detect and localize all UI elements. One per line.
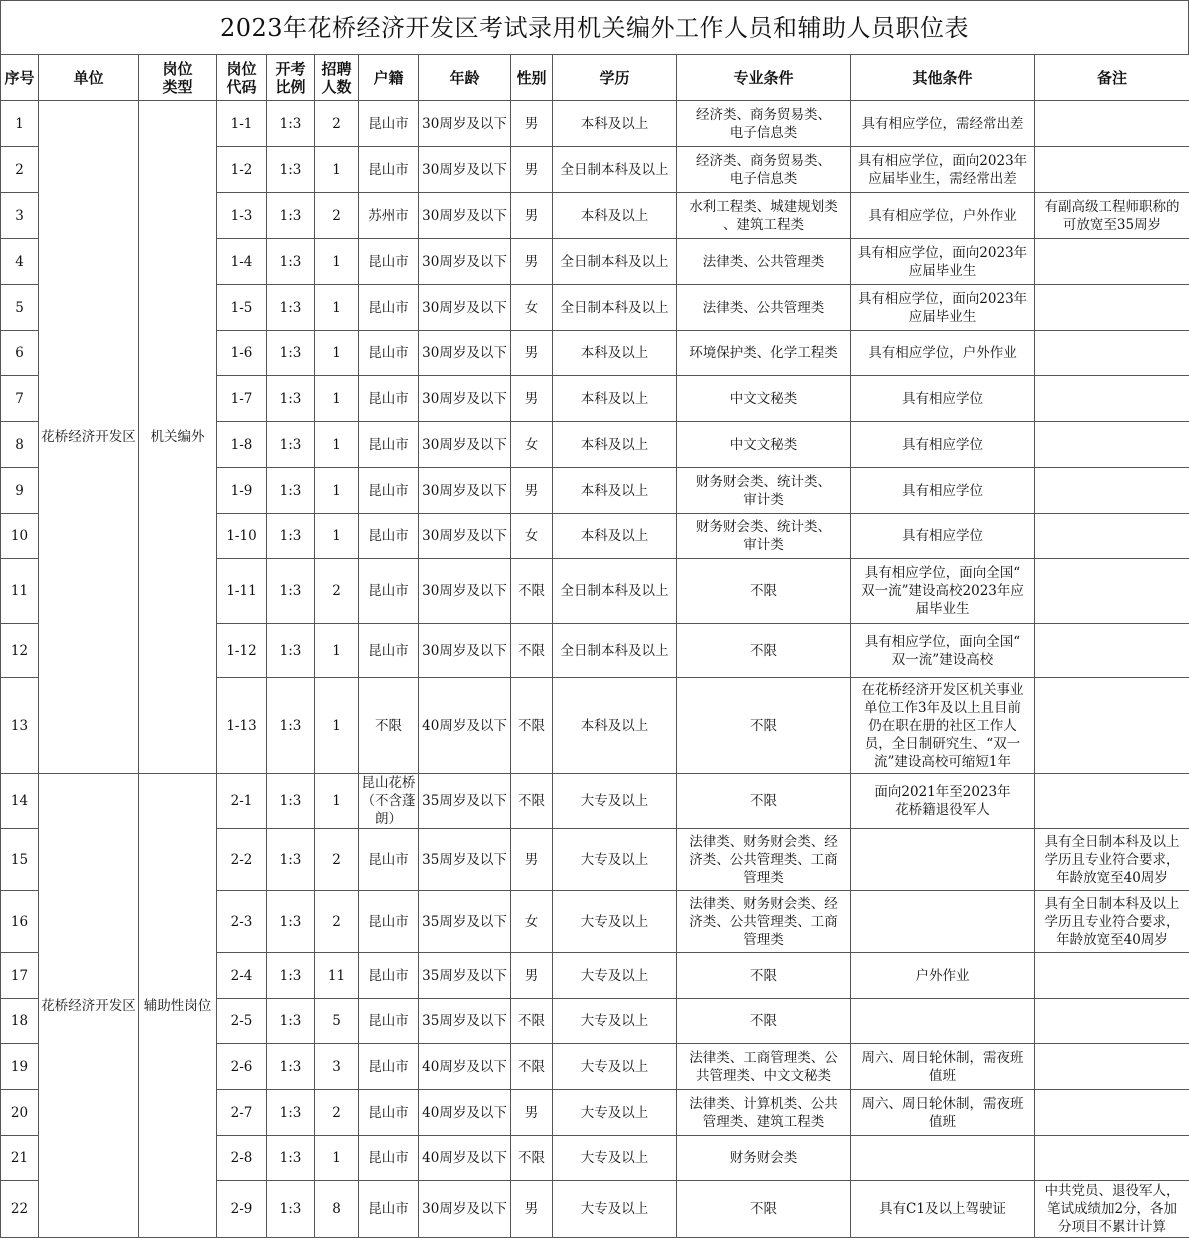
residence: 昆山市 (359, 468, 419, 514)
row-number: 21 (1, 1136, 39, 1181)
gender: 男 (511, 1181, 553, 1238)
exam-ratio: 1:3 (267, 678, 315, 774)
position-code: 1-6 (217, 331, 267, 376)
residence: 昆山市 (359, 285, 419, 331)
other-requirement: 具有C1及以上驾驶证 (851, 1181, 1035, 1238)
education: 全日制本科及以上 (553, 624, 677, 678)
row-number: 16 (1, 891, 39, 953)
exam-ratio: 1:3 (267, 1136, 315, 1181)
gender: 男 (511, 331, 553, 376)
unit-cell: 花桥经济开发区 (39, 774, 139, 1238)
gender: 女 (511, 514, 553, 559)
other-requirement: 周六、周日轮休制，需夜班 值班 (851, 1090, 1035, 1136)
table-body (1, 101, 1189, 1238)
age: 40周岁及以下 (419, 678, 511, 774)
gender: 男 (511, 468, 553, 514)
remarks (1035, 999, 1189, 1044)
major-requirement: 中文文秘类 (677, 376, 851, 422)
exam-ratio: 1:3 (267, 101, 315, 147)
column-header: 户籍 (359, 55, 419, 101)
gender: 男 (511, 829, 553, 891)
gender: 不限 (511, 678, 553, 774)
gender: 女 (511, 285, 553, 331)
age: 40周岁及以下 (419, 1136, 511, 1181)
gender: 女 (511, 891, 553, 953)
age: 30周岁及以下 (419, 285, 511, 331)
exam-ratio: 1:3 (267, 239, 315, 285)
residence: 苏州市 (359, 193, 419, 239)
age: 35周岁及以下 (419, 829, 511, 891)
remarks: 中共党员、退役军人， 笔试成绩加2分，各加 分项目不累计计算 (1035, 1181, 1189, 1238)
hire-count: 11 (315, 953, 359, 999)
gender: 男 (511, 239, 553, 285)
row-number: 18 (1, 999, 39, 1044)
residence: 昆山市 (359, 953, 419, 999)
education: 本科及以上 (553, 514, 677, 559)
major-requirement: 经济类、商务贸易类、 电子信息类 (677, 101, 851, 147)
row-number: 15 (1, 829, 39, 891)
education: 大专及以上 (553, 829, 677, 891)
major-requirement: 中文文秘类 (677, 422, 851, 468)
remarks: 具有全日制本科及以上 学历且专业符合要求， 年龄放宽至40周岁 (1035, 891, 1189, 953)
hire-count: 1 (315, 376, 359, 422)
remarks (1035, 1044, 1189, 1090)
age: 30周岁及以下 (419, 514, 511, 559)
other-requirement: 具有相应学位，面向2023年 应届毕业生 (851, 239, 1035, 285)
position-code: 2-7 (217, 1090, 267, 1136)
residence: 昆山市 (359, 891, 419, 953)
column-header: 专业条件 (677, 55, 851, 101)
row-number: 5 (1, 285, 39, 331)
position-code: 2-1 (217, 774, 267, 829)
hire-count: 3 (315, 1044, 359, 1090)
position-code: 2-4 (217, 953, 267, 999)
position-code: 1-5 (217, 285, 267, 331)
column-header: 学历 (553, 55, 677, 101)
hire-count: 5 (315, 999, 359, 1044)
other-requirement: 具有相应学位 (851, 376, 1035, 422)
row-number: 3 (1, 193, 39, 239)
column-header: 单位 (39, 55, 139, 101)
age: 35周岁及以下 (419, 953, 511, 999)
remarks (1035, 376, 1189, 422)
table-row (1, 774, 1189, 829)
hire-count: 1 (315, 1136, 359, 1181)
gender: 男 (511, 376, 553, 422)
position-code: 2-2 (217, 829, 267, 891)
exam-ratio: 1:3 (267, 1090, 315, 1136)
other-requirement: 具有相应学位 (851, 468, 1035, 514)
hire-count: 8 (315, 1181, 359, 1238)
exam-ratio: 1:3 (267, 999, 315, 1044)
remarks (1035, 559, 1189, 624)
gender: 不限 (511, 774, 553, 829)
residence: 昆山市 (359, 624, 419, 678)
hire-count: 2 (315, 193, 359, 239)
position-code: 1-1 (217, 101, 267, 147)
column-header: 开考 比例 (267, 55, 315, 101)
exam-ratio: 1:3 (267, 829, 315, 891)
remarks (1035, 514, 1189, 559)
remarks: 有副高级工程师职称的 可放宽至35周岁 (1035, 193, 1189, 239)
gender: 女 (511, 422, 553, 468)
remarks (1035, 1136, 1189, 1181)
remarks (1035, 101, 1189, 147)
gender: 男 (511, 147, 553, 193)
other-requirement: 面向2021年至2023年 花桥籍退役军人 (851, 774, 1035, 829)
position-code: 1-7 (217, 376, 267, 422)
row-number: 14 (1, 774, 39, 829)
column-header: 岗位 代码 (217, 55, 267, 101)
position-code: 2-6 (217, 1044, 267, 1090)
other-requirement: 具有相应学位 (851, 422, 1035, 468)
hire-count: 1 (315, 331, 359, 376)
position-code: 1-11 (217, 559, 267, 624)
hire-count: 2 (315, 101, 359, 147)
row-number: 17 (1, 953, 39, 999)
major-requirement: 不限 (677, 678, 851, 774)
major-requirement: 法律类、计算机类、公共 管理类、建筑工程类 (677, 1090, 851, 1136)
education: 大专及以上 (553, 1181, 677, 1238)
hire-count: 1 (315, 514, 359, 559)
residence: 昆山市 (359, 239, 419, 285)
column-header: 其他条件 (851, 55, 1035, 101)
position-code: 1-3 (217, 193, 267, 239)
position-code: 2-8 (217, 1136, 267, 1181)
residence: 昆山市 (359, 1044, 419, 1090)
other-requirement: 具有相应学位，面向2023年 应届毕业生 (851, 285, 1035, 331)
row-number: 20 (1, 1090, 39, 1136)
exam-ratio: 1:3 (267, 514, 315, 559)
column-header: 性别 (511, 55, 553, 101)
education: 本科及以上 (553, 468, 677, 514)
major-requirement: 不限 (677, 999, 851, 1044)
education: 大专及以上 (553, 1136, 677, 1181)
gender: 不限 (511, 559, 553, 624)
major-requirement: 财务财会类、统计类、 审计类 (677, 468, 851, 514)
gender: 男 (511, 953, 553, 999)
remarks (1035, 468, 1189, 514)
major-requirement: 法律类、工商管理类、公 共管理类、中文文秘类 (677, 1044, 851, 1090)
exam-ratio: 1:3 (267, 1181, 315, 1238)
education: 大专及以上 (553, 891, 677, 953)
remarks (1035, 422, 1189, 468)
major-requirement: 法律类、财务财会类、经 济类、公共管理类、工商 管理类 (677, 829, 851, 891)
residence: 昆山市 (359, 1181, 419, 1238)
hire-count: 2 (315, 829, 359, 891)
exam-ratio: 1:3 (267, 559, 315, 624)
position-code: 1-2 (217, 147, 267, 193)
education: 本科及以上 (553, 331, 677, 376)
residence: 不限 (359, 678, 419, 774)
residence: 昆山市 (359, 101, 419, 147)
major-requirement: 环境保护类、化学工程类 (677, 331, 851, 376)
hire-count: 2 (315, 1090, 359, 1136)
position-code: 1-8 (217, 422, 267, 468)
other-requirement: 具有相应学位，户外作业 (851, 331, 1035, 376)
exam-ratio: 1:3 (267, 285, 315, 331)
other-requirement (851, 829, 1035, 891)
other-requirement: 具有相应学位，面向全国“ 双一流”建设高校2023年应 届毕业生 (851, 559, 1035, 624)
row-number: 4 (1, 239, 39, 285)
age: 35周岁及以下 (419, 999, 511, 1044)
other-requirement: 户外作业 (851, 953, 1035, 999)
gender: 不限 (511, 999, 553, 1044)
other-requirement: 周六、周日轮休制，需夜班 值班 (851, 1044, 1035, 1090)
age: 40周岁及以下 (419, 1044, 511, 1090)
major-requirement: 不限 (677, 774, 851, 829)
hire-count: 1 (315, 147, 359, 193)
gender: 不限 (511, 624, 553, 678)
residence: 昆山花桥 （不含蓬 朗） (359, 774, 419, 829)
remarks (1035, 285, 1189, 331)
major-requirement: 水利工程类、城建规划类 、建筑工程类 (677, 193, 851, 239)
education: 本科及以上 (553, 193, 677, 239)
row-number: 1 (1, 101, 39, 147)
exam-ratio: 1:3 (267, 774, 315, 829)
remarks (1035, 624, 1189, 678)
remarks (1035, 953, 1189, 999)
major-requirement: 不限 (677, 1181, 851, 1238)
position-code: 2-3 (217, 891, 267, 953)
hire-count: 2 (315, 559, 359, 624)
residence: 昆山市 (359, 376, 419, 422)
education: 大专及以上 (553, 999, 677, 1044)
gender: 不限 (511, 1044, 553, 1090)
row-number: 7 (1, 376, 39, 422)
other-requirement: 具有相应学位 (851, 514, 1035, 559)
position-type-cell: 机关编外 (139, 101, 217, 774)
hire-count: 1 (315, 624, 359, 678)
row-number: 10 (1, 514, 39, 559)
column-header: 年龄 (419, 55, 511, 101)
column-header: 序号 (1, 55, 39, 101)
residence: 昆山市 (359, 514, 419, 559)
exam-ratio: 1:3 (267, 624, 315, 678)
education: 本科及以上 (553, 101, 677, 147)
other-requirement (851, 999, 1035, 1044)
exam-ratio: 1:3 (267, 953, 315, 999)
residence: 昆山市 (359, 331, 419, 376)
exam-ratio: 1:3 (267, 891, 315, 953)
age: 30周岁及以下 (419, 101, 511, 147)
remarks (1035, 147, 1189, 193)
age: 30周岁及以下 (419, 376, 511, 422)
exam-ratio: 1:3 (267, 468, 315, 514)
residence: 昆山市 (359, 422, 419, 468)
education: 全日制本科及以上 (553, 559, 677, 624)
education: 本科及以上 (553, 422, 677, 468)
remarks (1035, 678, 1189, 774)
age: 40周岁及以下 (419, 1090, 511, 1136)
exam-ratio: 1:3 (267, 193, 315, 239)
major-requirement: 经济类、商务贸易类、 电子信息类 (677, 147, 851, 193)
age: 30周岁及以下 (419, 422, 511, 468)
age: 35周岁及以下 (419, 891, 511, 953)
header-row (1, 55, 1189, 101)
hire-count: 1 (315, 422, 359, 468)
exam-ratio: 1:3 (267, 1044, 315, 1090)
major-requirement: 不限 (677, 559, 851, 624)
hire-count: 1 (315, 774, 359, 829)
major-requirement: 法律类、公共管理类 (677, 239, 851, 285)
row-number: 8 (1, 422, 39, 468)
position-code: 2-5 (217, 999, 267, 1044)
residence: 昆山市 (359, 999, 419, 1044)
exam-ratio: 1:3 (267, 422, 315, 468)
position-code: 1-4 (217, 239, 267, 285)
education: 全日制本科及以上 (553, 239, 677, 285)
other-requirement (851, 891, 1035, 953)
residence: 昆山市 (359, 1090, 419, 1136)
other-requirement: 具有相应学位，面向2023年 应届毕业生，需经常出差 (851, 147, 1035, 193)
page-title: 2023年花桥经济开发区考试录用机关编外工作人员和辅助人员职位表 (0, 0, 1189, 54)
table-row (1, 101, 1189, 147)
education: 大专及以上 (553, 1090, 677, 1136)
age: 30周岁及以下 (419, 193, 511, 239)
age: 30周岁及以下 (419, 468, 511, 514)
row-number: 19 (1, 1044, 39, 1090)
exam-ratio: 1:3 (267, 376, 315, 422)
residence: 昆山市 (359, 829, 419, 891)
hire-count: 1 (315, 468, 359, 514)
position-code: 2-9 (217, 1181, 267, 1238)
education: 大专及以上 (553, 953, 677, 999)
education: 本科及以上 (553, 678, 677, 774)
remarks (1035, 1090, 1189, 1136)
row-number: 6 (1, 331, 39, 376)
other-requirement: 在花桥经济开发区机关事业 单位工作3年及以上且目前 仍在职在册的社区工作人 员，全日制研究生、“双一 流”建设高校可缩短1年 (851, 678, 1035, 774)
remarks (1035, 331, 1189, 376)
exam-ratio: 1:3 (267, 331, 315, 376)
remarks (1035, 774, 1189, 829)
education: 大专及以上 (553, 1044, 677, 1090)
column-header: 招聘 人数 (315, 55, 359, 101)
position-table (0, 54, 1189, 1238)
hire-count: 2 (315, 891, 359, 953)
position-code: 1-10 (217, 514, 267, 559)
age: 30周岁及以下 (419, 331, 511, 376)
age: 30周岁及以下 (419, 239, 511, 285)
residence: 昆山市 (359, 559, 419, 624)
column-header: 岗位 类型 (139, 55, 217, 101)
major-requirement: 法律类、财务财会类、经 济类、公共管理类、工商 管理类 (677, 891, 851, 953)
gender: 男 (511, 193, 553, 239)
education: 大专及以上 (553, 774, 677, 829)
row-number: 13 (1, 678, 39, 774)
other-requirement: 具有相应学位，户外作业 (851, 193, 1035, 239)
age: 30周岁及以下 (419, 147, 511, 193)
position-code: 1-9 (217, 468, 267, 514)
age: 30周岁及以下 (419, 624, 511, 678)
gender: 男 (511, 1090, 553, 1136)
column-header: 备注 (1035, 55, 1189, 101)
gender: 不限 (511, 1136, 553, 1181)
other-requirement (851, 1136, 1035, 1181)
row-number: 22 (1, 1181, 39, 1238)
unit-cell: 花桥经济开发区 (39, 101, 139, 774)
other-requirement: 具有相应学位，需经常出差 (851, 101, 1035, 147)
other-requirement: 具有相应学位，面向全国“ 双一流”建设高校 (851, 624, 1035, 678)
position-code: 1-13 (217, 678, 267, 774)
row-number: 12 (1, 624, 39, 678)
gender: 男 (511, 101, 553, 147)
education: 本科及以上 (553, 376, 677, 422)
major-requirement: 法律类、公共管理类 (677, 285, 851, 331)
exam-ratio: 1:3 (267, 147, 315, 193)
residence: 昆山市 (359, 1136, 419, 1181)
hire-count: 1 (315, 678, 359, 774)
age: 35周岁及以下 (419, 774, 511, 829)
row-number: 9 (1, 468, 39, 514)
age: 30周岁及以下 (419, 559, 511, 624)
hire-count: 1 (315, 285, 359, 331)
remarks: 具有全日制本科及以上 学历且专业符合要求， 年龄放宽至40周岁 (1035, 829, 1189, 891)
remarks (1035, 239, 1189, 285)
major-requirement: 不限 (677, 953, 851, 999)
position-type-cell: 辅助性岗位 (139, 774, 217, 1238)
education: 全日制本科及以上 (553, 147, 677, 193)
hire-count: 1 (315, 239, 359, 285)
residence: 昆山市 (359, 147, 419, 193)
row-number: 2 (1, 147, 39, 193)
major-requirement: 不限 (677, 624, 851, 678)
major-requirement: 财务财会类 (677, 1136, 851, 1181)
major-requirement: 财务财会类、统计类、 审计类 (677, 514, 851, 559)
age: 30周岁及以下 (419, 1181, 511, 1238)
row-number: 11 (1, 559, 39, 624)
education: 全日制本科及以上 (553, 285, 677, 331)
position-code: 1-12 (217, 624, 267, 678)
